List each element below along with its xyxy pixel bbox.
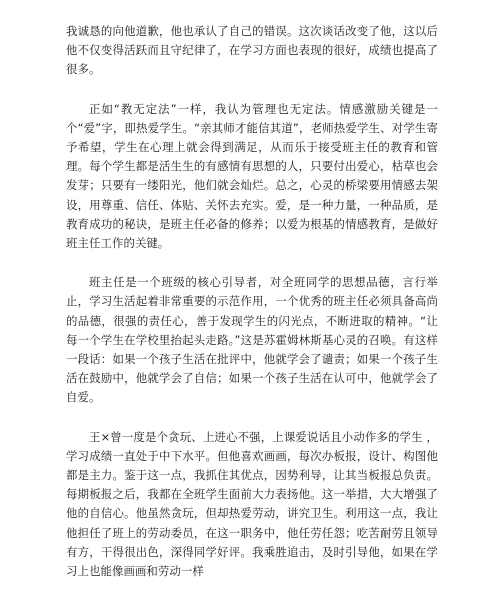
document-body [66, 22, 438, 601]
paragraph-2: 正如“教无定法”一样，我认为管理也无定法。情感激励关键是一个“爱”字，即热爱学生。“亲其师才能信其道”，老师热爱学生、对学生寄予希望，学生在心理上就会得到满足，从而乐于接受班主任的教育和管理。每个学生都是活生生的有感情有思想的人，只要付出爱心，枯草也会发芽；只要有一缕阳光，他们就会灿烂。总之，心灵的桥梁要用情感去架设，用尊重、信任、体贴、关怀去充实。爱，是一种力量，一种品质，是教育成功的秘诀，是班主任必备的修养；以爱为根基的情感教育，是做好班主任工作的关键。 [66, 101, 438, 251]
paragraph-4: 王×曾一度是个贪玩、上进心不强，上课爱说话且小动作多的学生 ，学习成绩一直处于中下水平。但他喜欢画画，每次办板报，设计、构图他都是主力。鉴于这一点，我抓住其优点，因势利导，让其当板报总负责。每期板报之后，我都在全班学生面前大力表扬他。这一举措，大大增强了他的自信心。他虽然贪玩，但却热爱劳动，讲究卫生。利用这一点，我让他担任了班上的劳动委员，在这一职务中，他任劳任怨；吃苦耐劳且领导有方，干得很出色，深得同学好评。我乘胜追击，及时引导他，如果在学习上也能像画画和劳动一样 [66, 429, 438, 579]
paragraph-1: 我诚恳的向他道歉，他也承认了自己的错误。这次谈话改变了他，这以后他不仅变得活跃而且守纪律了，在学习方面也表现的很好，成绩也提高了很多。 [66, 24, 438, 77]
paragraph-3: 班主任是一个班级的核心引导者，对全班同学的思想品德，言行举止，学习生活起着非常重要的示范作用，一个优秀的班主任必须具备高尚的品德，很强的责任心，善于发现学生的闪光点，不断进取的精神。“让每一个学生在学校里抬起头走路。”这是苏霍姆林斯基心灵的召唤。有这样一段话：如果一个孩子生活在批评中，他就学会了谴责；如果一个孩子生活在鼓励中，他就学会了自信；如果一个孩子生活在认可中，他就学会了自爱。 [66, 275, 438, 405]
